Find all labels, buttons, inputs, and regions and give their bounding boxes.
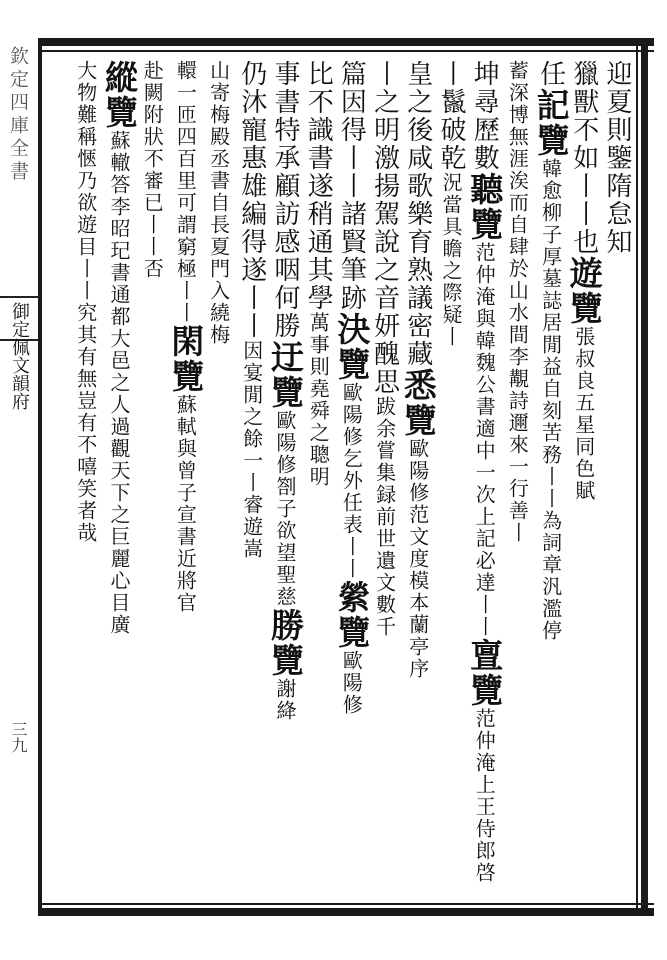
body-text: 丨鬣破乾 bbox=[436, 60, 466, 172]
spine-collection-title: 欽定四庫全書 bbox=[7, 46, 29, 184]
frame-bottom-rule bbox=[38, 908, 654, 916]
text-column bbox=[69, 60, 103, 902]
annotation-text: 梅 bbox=[206, 324, 231, 346]
text-column bbox=[135, 60, 169, 902]
frame-top-inner-rule bbox=[38, 50, 654, 52]
headword-char: 記 bbox=[531, 88, 571, 123]
headword-char: 覽 bbox=[332, 615, 372, 650]
frame-left-rule bbox=[38, 38, 42, 916]
body-text: 任 bbox=[535, 60, 566, 88]
annotation-text: 歐陽修 bbox=[339, 650, 364, 716]
annotation-text: 歐陽修劄子欲望聖慈 bbox=[273, 410, 297, 608]
frame-right-rule bbox=[641, 38, 648, 916]
annotation-text: 況當具瞻之際疑丨 bbox=[439, 172, 463, 348]
headword-char: 覽 bbox=[266, 643, 305, 678]
body-text: 篇因得丨丨諸賢筆跡 bbox=[336, 60, 367, 312]
annotation-text: 蘇軾與曾子宣書近將官 bbox=[173, 394, 198, 614]
annotation-text: 范仲淹上王侍郎啓 bbox=[472, 708, 497, 884]
text-column bbox=[368, 60, 402, 902]
text-column bbox=[564, 60, 604, 902]
text-column bbox=[600, 60, 634, 902]
text-column bbox=[434, 60, 468, 902]
text-column bbox=[465, 60, 505, 902]
annotation-text: 韓愈柳子厚墓誌居閒益自刻苦務丨丨為詞章汎濫停 bbox=[538, 158, 563, 642]
headword-char: 亶 bbox=[465, 638, 505, 673]
headword-char: 悉 bbox=[398, 368, 438, 403]
annotation-text: 赴闕附狀不審已丨丨否 bbox=[140, 60, 165, 280]
spine-page-number: 三九 bbox=[9, 721, 28, 753]
headword-char: 迂 bbox=[266, 340, 305, 375]
body-text: 獵獸不如丨丨也 bbox=[568, 60, 599, 256]
text-column bbox=[500, 60, 534, 902]
headword-char: 閑 bbox=[166, 324, 206, 359]
text-column bbox=[235, 60, 269, 902]
annotation-text: 歐陽修乞外任表丨丨 bbox=[339, 382, 364, 580]
annotation-text: 蓄深博無涯涘而自肆於山水間李覯詩邇來一行善丨 bbox=[505, 60, 530, 544]
headword-char: 縈 bbox=[332, 580, 372, 615]
frame-bottom-inner-rule bbox=[38, 903, 654, 905]
headword-char: 縱 bbox=[100, 60, 139, 95]
annotation-text: 蘇轍答李昭玘書通都大邑之人過觀天下之巨麗心目廣 bbox=[107, 130, 131, 636]
headword-char: 覽 bbox=[100, 95, 139, 130]
headword-char: 覽 bbox=[465, 673, 505, 708]
body-text: 比不識書遂稍通其學 bbox=[303, 60, 334, 312]
annotation-text: 歐陽修范文度模本蘭亭序 bbox=[405, 438, 430, 680]
text-column bbox=[202, 60, 236, 902]
body-text: 皇之後咸歌樂育熟議密藏 bbox=[402, 60, 433, 368]
text-column bbox=[266, 60, 305, 902]
body-text: 仍沐寵惠雄編得遂丨丨 bbox=[236, 60, 267, 340]
text-column bbox=[100, 60, 139, 902]
annotation-text: 轘一匝四百里可謂窮極丨丨 bbox=[173, 60, 198, 324]
body-text: 丨之明激揚駕說之音妍醜思 bbox=[369, 60, 400, 396]
headword-char: 覽 bbox=[398, 403, 438, 438]
text-column bbox=[301, 60, 335, 902]
annotation-text: 遊嵩 bbox=[239, 516, 264, 560]
text-column bbox=[398, 60, 438, 902]
frame-right-inner-rule bbox=[636, 38, 638, 916]
annotation-text: 跋余嘗集録前世遺文數千 bbox=[372, 396, 397, 638]
headword-char: 決 bbox=[332, 312, 372, 347]
text-column bbox=[166, 60, 206, 902]
headword-char: 覽 bbox=[465, 207, 505, 242]
body-text: 迎夏則鑒隋怠知 bbox=[602, 60, 632, 256]
annotation-text: 謝絳 bbox=[273, 678, 297, 722]
text-column bbox=[531, 60, 571, 902]
annotation-text: 張叔良五星同色賦 bbox=[571, 326, 596, 502]
annotation-text: 范仲淹與韓魏公書適中一次上記必達丨丨 bbox=[472, 242, 497, 638]
headword-char: 覽 bbox=[266, 375, 305, 410]
headword-char: 覽 bbox=[531, 123, 571, 158]
headword-char: 覽 bbox=[166, 359, 206, 394]
text-column bbox=[332, 60, 372, 902]
annotation-text: 萬事則堯舜之聰明 bbox=[306, 312, 331, 488]
frame-top-rule bbox=[38, 38, 654, 46]
spine-divider bbox=[0, 296, 38, 298]
headword-char: 勝 bbox=[266, 608, 305, 643]
annotation-text: 因宴閒之餘一丨睿 bbox=[239, 340, 264, 516]
annotation-text: 山寄梅殿丞書自長夏門入繞 bbox=[206, 60, 231, 324]
annotation-text: 大物難稱愜乃欲遊目丨丨究其有無豈有不嘻笑者哉 bbox=[73, 60, 98, 544]
headword-char: 覽 bbox=[332, 347, 372, 382]
spine-book-title: 御定佩文韻府 bbox=[9, 302, 30, 410]
headword-char: 遊 bbox=[564, 256, 604, 291]
book-spine-margin bbox=[0, 46, 38, 908]
body-text: 事書特承顧訪感咽何勝 bbox=[270, 60, 300, 340]
body-text: 坤尋歷數 bbox=[469, 60, 500, 172]
headword-char: 聽 bbox=[465, 172, 505, 207]
headword-char: 覽 bbox=[564, 291, 604, 326]
